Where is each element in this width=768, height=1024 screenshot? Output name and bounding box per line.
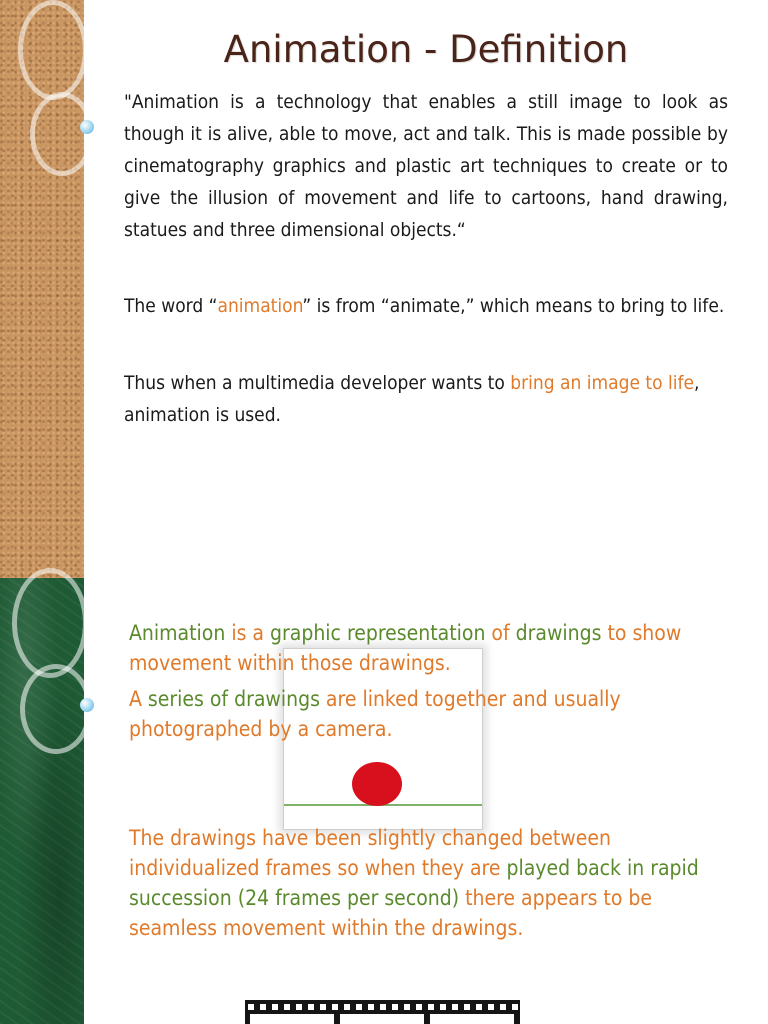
decorative-ring	[30, 92, 94, 176]
film-sprocket-holes	[248, 1004, 518, 1010]
definition-paragraph: "Animation is a technology that enables a still image to look as though it is alive, able to move, act and talk. This is made possible by cinematography graphics and plastic art techniques to create or to give the illusion of movement and life to cartoons, hand drawing, statues and three dimensional objects.“	[124, 91, 728, 241]
red-ball	[352, 762, 402, 806]
decorative-ring	[12, 568, 88, 678]
text-run: is a	[225, 621, 270, 645]
text-run: graphic representation	[270, 621, 486, 645]
series-of-drawings-paragraph	[129, 684, 729, 744]
text-run: played back in rapid succession (24 frames per second)	[129, 856, 699, 910]
text-run: A	[129, 687, 148, 711]
text-run: ” is from “animate,” which means to bring to life.	[302, 295, 725, 317]
decorative-bead-icon	[80, 698, 94, 712]
film-frame	[340, 1014, 424, 1024]
text-run: there appears to be seamless movement within the drawings.	[129, 886, 653, 940]
text-run: series of drawings	[147, 687, 320, 711]
highlight-animation: animation	[217, 295, 303, 317]
graphic-representation-paragraph	[129, 618, 729, 678]
text-run: and usually photographed by a camera.	[129, 687, 621, 741]
text-run: to show movement within those drawings.	[129, 621, 682, 675]
text-run: , animation is used.	[124, 372, 700, 426]
decorative-bead-icon	[80, 120, 94, 134]
text-run: drawings	[515, 621, 602, 645]
usage-paragraph	[124, 367, 728, 431]
page-title: Animation - Definition	[223, 28, 629, 71]
decorative-ring	[18, 0, 88, 100]
highlight-bring-image-to-life: bring an image to life	[510, 372, 695, 394]
text-run: Thus when a multimedia developer wants to	[124, 372, 511, 394]
film-frame	[250, 1014, 334, 1024]
text-run: are linked together	[319, 687, 507, 711]
film-frame	[430, 1014, 514, 1024]
text-run: of	[485, 621, 516, 645]
word-origin-paragraph	[124, 290, 728, 322]
text-run: Animation	[129, 621, 226, 645]
text-run: The word “	[124, 295, 218, 317]
frames-paragraph	[129, 823, 729, 943]
text-run: The drawings have been slightly changed between individualized frames so when they are	[129, 826, 611, 880]
